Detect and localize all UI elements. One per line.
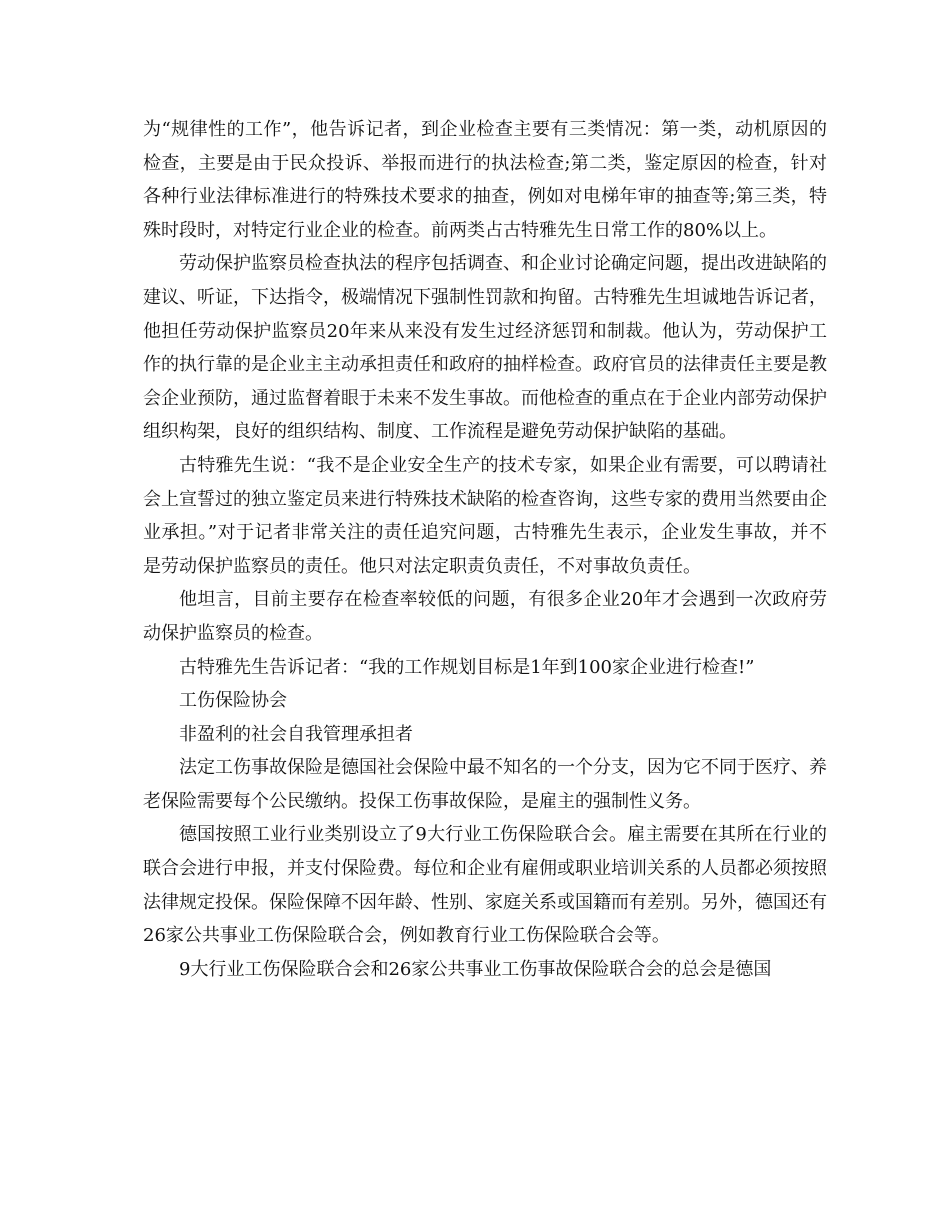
- paragraph-work-goal-quote: 古特雅先生告诉记者：“我的工作规划目标是1年到100家企业进行检查!”: [179, 656, 755, 678]
- paragraph-inspection-rate: 他坦言，目前主要存在检查率较低的问题，有很多企业20年才会遇到一次政府劳动保护监察员的检查。: [143, 589, 827, 644]
- document-body: [143, 113, 827, 986]
- paragraph-industry-associations: 德国按照工业行业类别设立了9大行业工伤保险联合会。雇主需要在其所在行业的联合会进行申报，并支付保险费。每位和企业有雇佣或职业培训关系的人员都必须按照法律规定投保。保险保障不因年龄、性别、家庭关系或国籍而有差别。另外，德国还有26家公共事业工伤保险联合会，例如教育行业工伤保险联合会等。: [143, 824, 827, 947]
- section-subheading: 非盈利的社会自我管理承担者: [179, 723, 413, 745]
- section-heading-insurance-association: 工伤保险协会: [179, 690, 287, 712]
- paragraph-statutory-insurance: 法定工伤事故保险是德国社会保险中最不知名的一个分支，因为它不同于医疗、养老保险需要每个公民缴纳。投保工伤事故保险，是雇主的强制性义务。: [143, 757, 827, 812]
- paragraph-federation: 9大行业工伤保险联合会和26家公共事业工伤事故保险联合会的总会是德国: [179, 958, 772, 980]
- paragraph-expert-quote: 古特雅先生说：“我不是企业安全生产的技术专家，如果企业有需要，可以聘请社会上宣誓过的独立鉴定员来进行特殊技术缺陷的检查咨询，这些专家的费用当然要由企业承担。”对于记者非常关注的责任追究问题，古特雅先生表示，企业发生事故，并不是劳动保护监察员的责任。他只对法定职责负责任，不对事故负责任。: [143, 454, 827, 577]
- paragraph-inspection-procedure: 劳动保护监察员检查执法的程序包括调查、和企业讨论确定问题，提出改进缺陷的建议、听证，下达指令，极端情况下强制性罚款和拘留。古特雅先生坦诚地告诉记者，他担任劳动保护监察员20年来从来没有发生过经济惩罚和制裁。他认为，劳动保护工作的执行靠的是企业主主动承担责任和政府的抽样检查。政府官员的法律责任主要是教会企业预防，通过监督着眼于未来不发生事故。而他检查的重点在于企业内部劳动保护组织构架，良好的组织结构、制度、工作流程是避免劳动保护缺陷的基础。: [143, 253, 827, 443]
- paragraph-inspection-types: 为“规律性的工作”，他告诉记者，到企业检查主要有三类情况：第一类，动机原因的检查，主要是由于民众投诉、举报而进行的执法检查;第二类，鉴定原因的检查，针对各种行业法律标准进行的特殊技术要求的抽查，例如对电梯年审的抽查等;第三类，特殊时段时，对特定行业企业的检查。前两类占古特雅先生日常工作的80%以上。: [143, 119, 827, 241]
